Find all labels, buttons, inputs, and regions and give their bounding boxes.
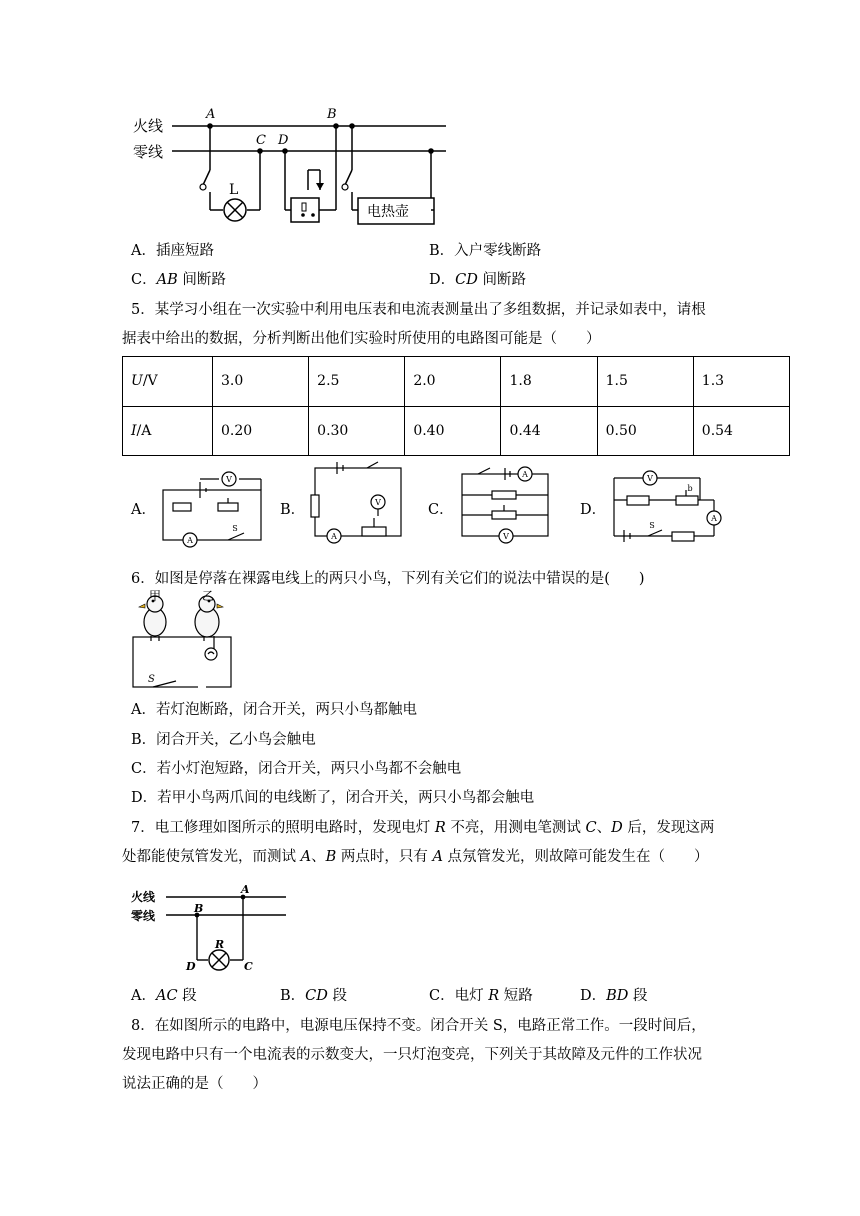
q7-option-d[interactable]: D．BD 段 [580, 988, 648, 1004]
q7-stem-line1: 7．电工修理如图所示的照明电路时，发现电灯 R 不亮，用测电笔测试 C、D 后，发现这两 [131, 820, 715, 836]
switch-s-label: S [148, 674, 155, 685]
meter-a-d: A [711, 514, 717, 523]
cell: 0.30 [309, 406, 405, 456]
point-b-label: B [327, 107, 337, 122]
q6-option-b[interactable]: B．闭合开关，乙小鸟会触电 [131, 732, 316, 748]
q8-stem-line3: 说法正确的是（ ） [122, 1076, 267, 1092]
meter-a-b: A [331, 532, 337, 541]
q6-option-c[interactable]: C．若小灯泡短路，闭合开关，两只小鸟都不会触电 [131, 761, 462, 777]
q5-option-d-letter[interactable]: D． [580, 502, 607, 518]
bird-jia-label: 甲 [149, 589, 162, 603]
cell: 3.0 [213, 357, 309, 407]
point-c-label: C [244, 960, 253, 973]
point-b-label: B [194, 902, 204, 915]
bird-yi-label: 乙 [202, 589, 215, 603]
cell: 2.5 [309, 357, 405, 407]
point-a-label: A [206, 107, 216, 122]
q6-stem: 6．如图是停落在裸露电线上的两只小鸟，下列有关它们的说法中错误的是( ) [131, 571, 645, 587]
q7-option-a[interactable]: A．AC 段 [131, 988, 197, 1004]
cell: 1.8 [501, 357, 597, 407]
kettle-label: 电热壶 [367, 204, 409, 220]
q4-option-a[interactable]: A．插座短路 [131, 243, 214, 259]
neutral-wire-label: 零线 [131, 909, 156, 923]
meter-v-b: V [375, 498, 381, 507]
q7-stem-line2: 处都能使氖管发光，而测试 A、B 两点时，只有 A 点氖管发光，则故障可能发生在（ ） [122, 849, 709, 865]
row-label-u: U/V [123, 357, 213, 407]
live-wire-label: 火线 [131, 890, 156, 904]
neutral-wire-label: 零线 [133, 143, 164, 161]
q6-option-d[interactable]: D．若甲小鸟两爪间的电线断了，闭合开关，两只小鸟都会触电 [131, 790, 535, 806]
switch-s-a: S [232, 524, 238, 533]
point-b-d: b [687, 484, 693, 493]
meter-v-d: V [647, 474, 653, 483]
meter-a-a: A [187, 536, 193, 545]
lamp-r-label: R [215, 938, 225, 951]
q7-option-b[interactable]: B．CD 段 [280, 988, 347, 1004]
q8-stem-line2: 发现电路中只有一个电流表的示数变大，一只灯泡变亮，下列关于其故障及元件的工作状况 [122, 1047, 702, 1063]
q5-stem-line1: 5．某学习小组在一次实验中利用电压表和电流表测量出了多组数据，并记录如表中，请根 [131, 302, 706, 318]
cell: 0.44 [501, 406, 597, 456]
point-d-label: D [278, 133, 289, 148]
row-label-i: I/A [123, 406, 213, 456]
q4-option-c[interactable]: C．AB 间断路 [131, 272, 226, 288]
cell: 1.3 [693, 357, 789, 407]
q6-option-a[interactable]: A．若灯泡断路，闭合开关，两只小鸟都触电 [131, 702, 417, 718]
meter-v-c: V [503, 532, 509, 541]
q4-option-d[interactable]: D．CD 间断路 [429, 272, 526, 288]
meter-a-c: A [522, 470, 528, 479]
q5-option-b-letter[interactable]: B． [280, 502, 306, 518]
cell: 0.54 [693, 406, 789, 456]
q5-option-c-letter[interactable]: C． [428, 502, 454, 518]
switch-s-d: S [649, 521, 655, 530]
cell: 2.0 [405, 357, 501, 407]
point-a-label: A [241, 883, 250, 896]
live-wire-label: 火线 [133, 117, 164, 135]
q4-option-b[interactable]: B．入户零线断路 [429, 243, 542, 259]
cell: 1.5 [597, 357, 693, 407]
cell: 0.20 [213, 406, 309, 456]
cell: 0.50 [597, 406, 693, 456]
q5-option-a-letter[interactable]: A． [131, 502, 156, 518]
q8-stem-line1: 8．在如图所示的电路中，电源电压保持不变。闭合开关 S，电路正常工作。一段时间后， [131, 1018, 706, 1034]
q7-option-c[interactable]: C．电灯 R 短路 [429, 988, 533, 1004]
point-d-label: D [186, 960, 196, 973]
meter-v-a: V [226, 475, 232, 484]
point-c-label: C [256, 133, 266, 148]
q5-stem-line2: 据表中给出的数据，分析判断出他们实验时所使用的电路图可能是（ ） [122, 331, 601, 347]
lamp-label: L [229, 182, 239, 198]
cell: 0.40 [405, 406, 501, 456]
